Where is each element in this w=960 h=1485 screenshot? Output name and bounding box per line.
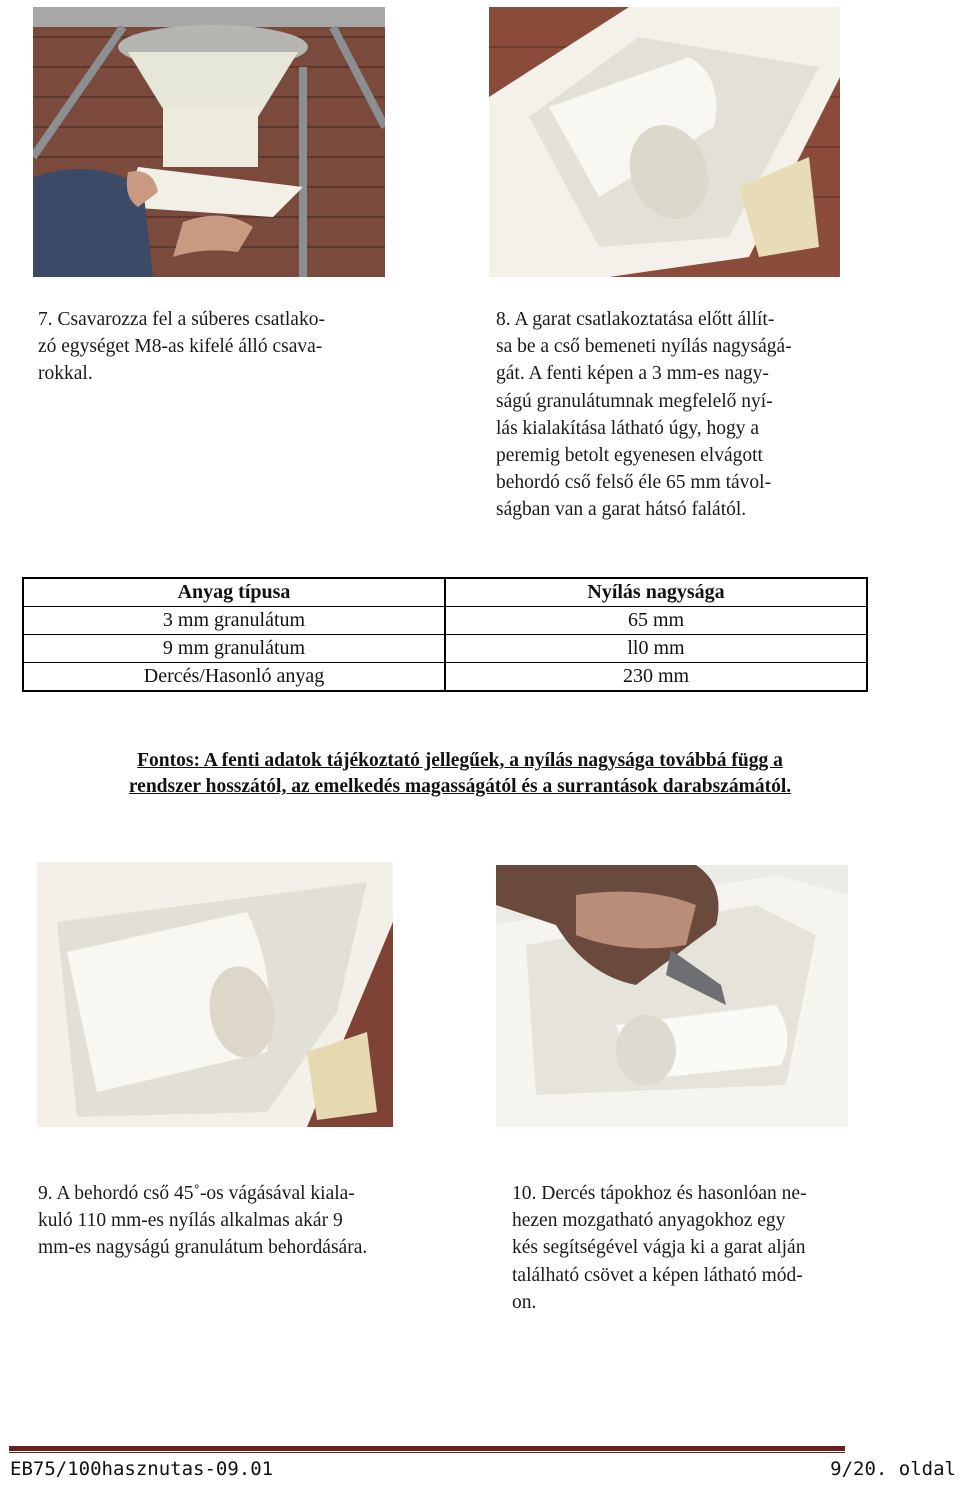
table-row bbox=[23, 635, 867, 663]
table-header-row bbox=[23, 578, 867, 607]
caption-line: található csövet a képen látható mód- bbox=[512, 1264, 803, 1286]
note-line: rendszer hosszától, az emelkedés magasságától és a surrantások darabszámától. bbox=[128, 776, 792, 797]
table-cell: ll0 mm bbox=[445, 635, 867, 663]
table-cell: 230 mm bbox=[445, 663, 867, 692]
footer-page-number: 9/20. oldal bbox=[830, 1458, 956, 1480]
table-cell: 65 mm bbox=[445, 607, 867, 635]
table-row bbox=[23, 663, 867, 692]
caption-line: ságban van a garat hátsó falától. bbox=[496, 499, 747, 521]
caption-line: gát. A fenti képen a 3 mm-es nagy- bbox=[496, 363, 769, 385]
photo-10-knife-cut bbox=[496, 865, 848, 1127]
caption-line: 8. A garat csatlakoztatása előtt állít- bbox=[496, 309, 775, 330]
caption-line: sa be a cső bemeneti nyílás nagyságá- bbox=[496, 336, 792, 358]
caption-line: kuló 110 mm-es nyílás alkalmas akár 9 bbox=[38, 1210, 343, 1232]
photo-9-angle-cut bbox=[37, 862, 393, 1127]
opening-size-table bbox=[22, 577, 868, 692]
caption-line: ságú granulátumnak megfelelő nyí- bbox=[496, 390, 773, 412]
caption-line: 9. A behordó cső 45˚-os vágásával kiala- bbox=[38, 1183, 355, 1204]
caption-line: hezen mozgatható anyagokhoz egy bbox=[512, 1210, 786, 1232]
important-note bbox=[36, 748, 884, 800]
caption-line: 7. Csavarozza fel a súberes csatlako- bbox=[38, 309, 325, 330]
caption-line: rokkal. bbox=[38, 363, 93, 385]
footer-rule-thin bbox=[9, 1452, 845, 1453]
caption-line: zó egységet M8-as kifelé álló csava- bbox=[38, 336, 323, 358]
table-cell: 3 mm granulátum bbox=[23, 607, 445, 635]
caption-step-8 bbox=[496, 306, 792, 524]
caption-step-10 bbox=[512, 1180, 807, 1316]
caption-line: peremig betolt egyenesen elvágott bbox=[496, 445, 763, 467]
caption-line: 10. Dercés tápokhoz és hasonlóan ne- bbox=[512, 1183, 807, 1204]
caption-line: mm-es nagyságú granulátum behordására. bbox=[38, 1237, 368, 1259]
table-cell: Dercés/Hasonló anyag bbox=[23, 663, 445, 692]
caption-line: kés segítségével vágja ki a garat alján bbox=[512, 1237, 806, 1259]
caption-line: behordó cső felső éle 65 mm távol- bbox=[496, 472, 772, 494]
footer-rule bbox=[9, 1446, 845, 1451]
footer-doc-id: EB75/100hasznutas-09.01 bbox=[10, 1458, 274, 1480]
photo-8-opening-size bbox=[489, 7, 840, 277]
table-header-material: Anyag típusa bbox=[23, 578, 445, 607]
caption-step-9 bbox=[38, 1180, 367, 1262]
table-header-opening: Nyílás nagysága bbox=[445, 578, 867, 607]
table-cell: 9 mm granulátum bbox=[23, 635, 445, 663]
note-line: Fontos: A fenti adatok tájékoztató jellegűek, a nyílás nagysága továbbá függ a bbox=[137, 750, 783, 771]
photo-7-hopper-fitting bbox=[33, 7, 385, 277]
caption-step-7 bbox=[38, 306, 325, 388]
caption-line: lás kialakítása látható úgy, hogy a bbox=[496, 417, 759, 439]
caption-line: on. bbox=[512, 1291, 537, 1313]
table-row bbox=[23, 607, 867, 635]
